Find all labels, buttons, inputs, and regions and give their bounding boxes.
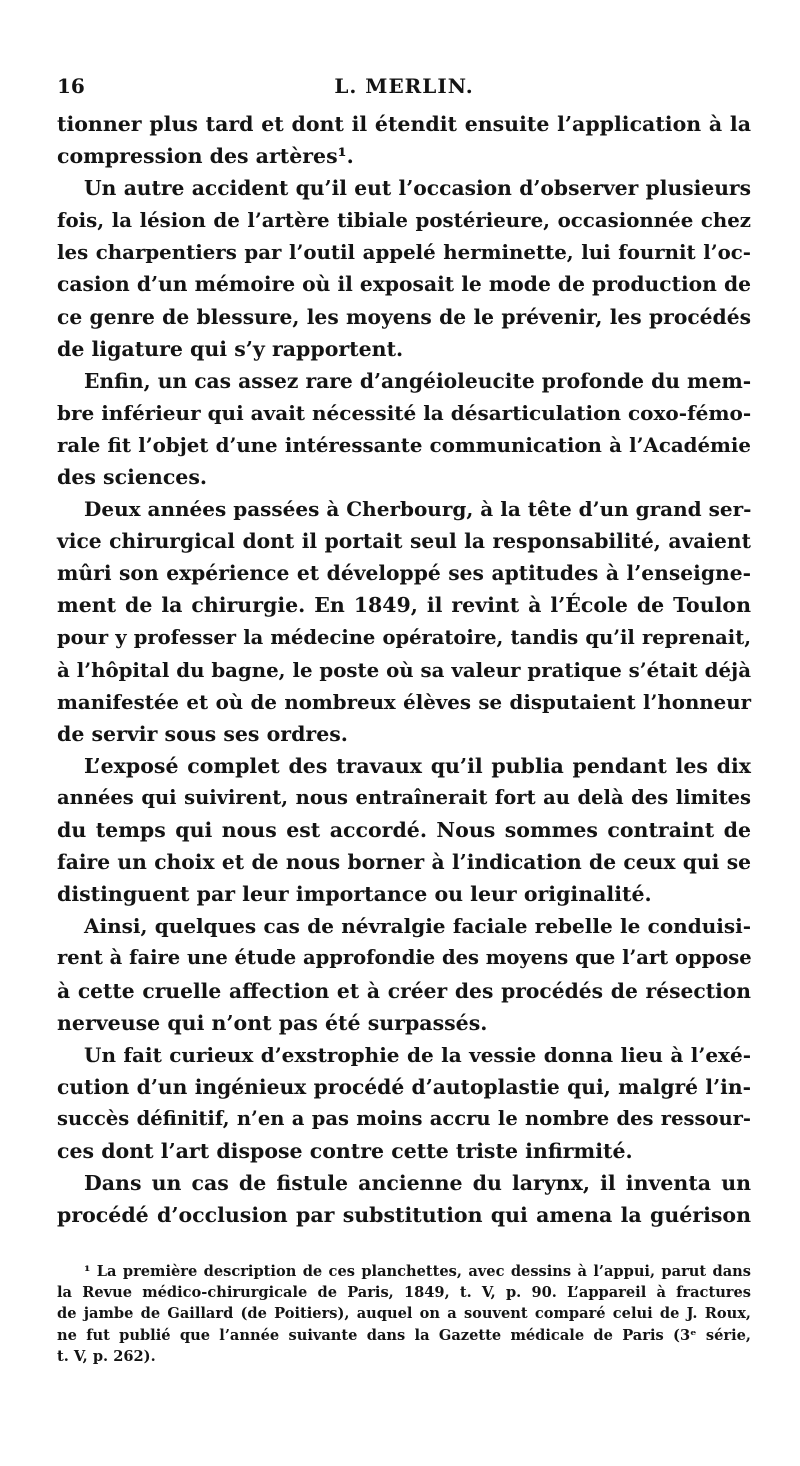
text-line: faire un choix et de nous borner à l’indication de ceux qui se bbox=[57, 850, 751, 875]
text-line: Un autre accident qu’il eut l’occasion d’observer plusieurs bbox=[84, 176, 751, 201]
text-line: des sciences. bbox=[57, 465, 208, 490]
text-line: de servir sous ses ordres. bbox=[57, 721, 348, 746]
text-line: à l’hôpital du bagne, le poste où sa valeur pratique s’était déjà bbox=[57, 657, 751, 682]
text-line: Deux années passées à Cherbourg, à la tête d’un grand ser- bbox=[84, 497, 752, 522]
text-line: de ligature qui s’y rapportent. bbox=[57, 336, 404, 361]
page-header bbox=[57, 74, 751, 104]
running-head: L. MERLIN. bbox=[334, 74, 474, 98]
text-line: succès définitif, n’en a pas moins accru le nombre des ressour- bbox=[57, 1106, 751, 1130]
text-line: compression des artères¹. bbox=[57, 144, 354, 169]
footnote-line: la Revue médico-chirurgicale de Paris, 1849, t. V, p. 90. L’appareil à fractures bbox=[57, 1284, 751, 1302]
text-line: nerveuse qui n’ont pas été surpassés. bbox=[57, 1010, 488, 1035]
text-line: du temps qui nous est accordé. Nous sommes contraint de bbox=[57, 818, 751, 843]
text-line: fois, la lésion de l’artère tibiale postérieure, occasionnée chez bbox=[57, 208, 751, 233]
text-line: cution d’un ingénieux procédé d’autoplastie qui, malgré l’in- bbox=[57, 1074, 751, 1099]
text-line: tionner plus tard et dont il étendit ensuite l’application à la bbox=[57, 112, 751, 136]
footnote-line: t. V, p. 262). bbox=[57, 1347, 156, 1365]
text-line: rent à faire une étude approfondie des moyens que l’art oppose bbox=[57, 946, 752, 970]
text-line: mûri son expérience et développé ses aptitudes à l’enseigne- bbox=[57, 561, 751, 586]
text-line: Dans un cas de fistule ancienne du larynx, il inventa un bbox=[84, 1171, 751, 1196]
text-line: ce genre de blessure, les moyens de le prévenir, les procédés bbox=[57, 304, 751, 329]
text-line: pour y professer la médecine opératoire, tandis qu’il reprenait, bbox=[57, 625, 751, 649]
text-line: distinguent par leur importance ou leur originalité. bbox=[57, 882, 652, 907]
text-line: manifestée et où de nombreux élèves se disputaient l’honneur bbox=[57, 689, 751, 714]
text-line: L’exposé complet des travaux qu’il publia pendant les dix bbox=[84, 753, 751, 778]
text-line: rale fit l’objet d’une intéressante communication à l’Académie bbox=[57, 432, 751, 457]
page-number: 16 bbox=[57, 74, 85, 98]
text-line: à cette cruelle affection et à créer des procédés de résection bbox=[57, 978, 751, 1003]
footnote-line: de jambe de Gaillard (de Poitiers), auquel on a souvent comparé celui de J. Roux, bbox=[57, 1305, 751, 1323]
text-line: années qui suivirent, nous entraînerait fort au delà des limites bbox=[57, 785, 751, 809]
text-line: ces dont l’art dispose contre cette triste infirmité. bbox=[57, 1139, 633, 1163]
footnotes bbox=[57, 1261, 751, 1367]
text-line: ment de la chirurgie. En 1849, il revint à l’École de Toulon bbox=[57, 593, 751, 618]
body-text bbox=[57, 108, 751, 1231]
text-line: casion d’un mémoire où il exposait le mode de production de bbox=[57, 272, 751, 297]
text-line: les charpentiers par l’outil appelé herminette, lui fournit l’oc- bbox=[57, 240, 751, 265]
text-line: vice chirurgical dont il portait seul la responsabilité, avaient bbox=[57, 529, 751, 554]
text-line: Ainsi, quelques cas de névralgie faciale rebelle le conduisi- bbox=[84, 914, 751, 939]
text-line: Un fait curieux d’exstrophie de la vessie donna lieu à l’exé- bbox=[84, 1042, 751, 1067]
text-line: procédé d’occlusion par substitution qui amena la guérison bbox=[57, 1203, 751, 1228]
text-line: Enfin, un cas assez rare d’angéioleucite profonde du mem- bbox=[84, 368, 752, 393]
text-line: bre inférieur qui avait nécessité la désarticulation coxo-fémo- bbox=[57, 400, 752, 425]
footnote-line: ne fut publié que l’année suivante dans la Gazette médicale de Paris (3ᵉ série, bbox=[57, 1326, 751, 1344]
footnote-line: ¹ La première description de ces planchettes, avec dessins à l’appui, parut dans bbox=[84, 1263, 751, 1280]
